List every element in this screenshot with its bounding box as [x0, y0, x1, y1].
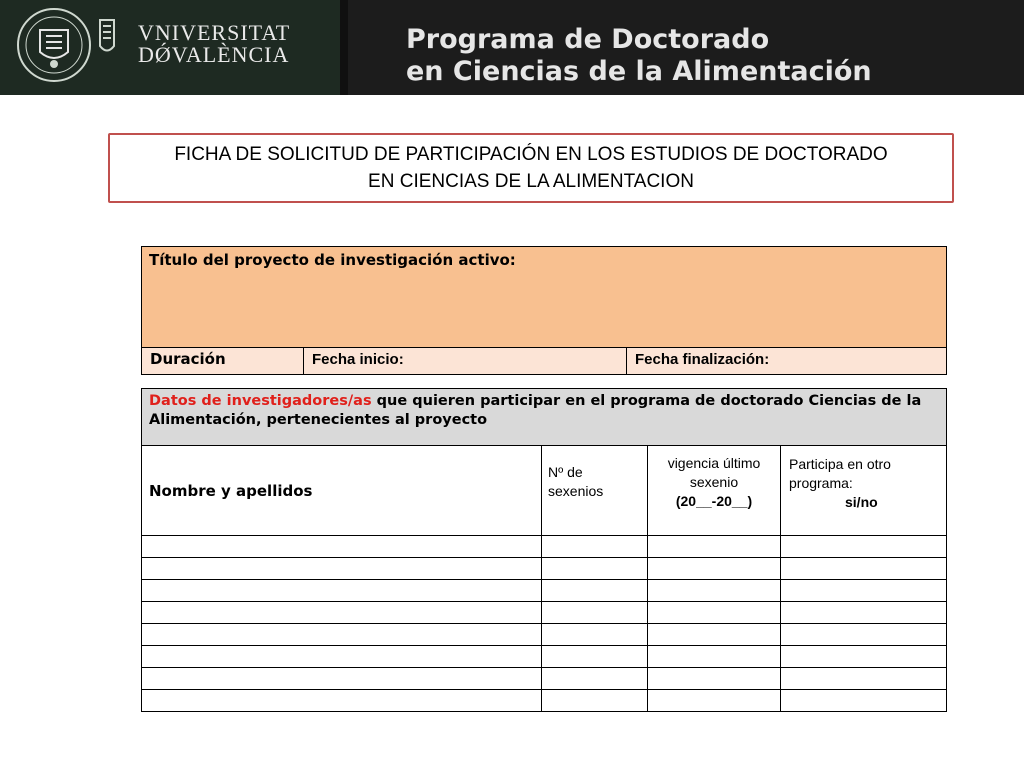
name-cell[interactable] [142, 646, 542, 668]
sexenios-cell[interactable] [542, 690, 648, 712]
university-name-line2: DǾVALÈNCIA [138, 42, 290, 67]
participa-cell[interactable] [781, 668, 947, 690]
table-row [142, 690, 947, 712]
start-date-label: Fecha inicio: [312, 351, 404, 368]
name-cell[interactable] [142, 624, 542, 646]
header-divider [340, 0, 348, 95]
sexenios-cell[interactable] [542, 558, 648, 580]
researchers-table [141, 388, 947, 712]
vigencia-cell[interactable] [648, 690, 781, 712]
sexenios-cell[interactable] [542, 580, 648, 602]
participa-cell[interactable] [781, 558, 947, 580]
sexenios-cell[interactable] [542, 536, 648, 558]
participa-cell[interactable] [781, 624, 947, 646]
vigencia-cell[interactable] [648, 536, 781, 558]
table-row [142, 580, 947, 602]
name-cell[interactable] [142, 558, 542, 580]
vigencia-cell[interactable] [648, 602, 781, 624]
table-row [142, 668, 947, 690]
header-banner [0, 0, 1024, 95]
start-date-field[interactable] [304, 348, 627, 375]
project-title-field[interactable] [142, 247, 947, 348]
vigencia-cell[interactable] [648, 646, 781, 668]
researchers-header-highlight: Datos de investigadores/as [149, 393, 372, 409]
participa-cell[interactable] [781, 580, 947, 602]
table-row [142, 646, 947, 668]
sexenios-cell[interactable] [542, 668, 648, 690]
table-row [142, 624, 947, 646]
col-header-vigencia [648, 446, 781, 536]
sexenios-cell[interactable] [542, 624, 648, 646]
university-name [138, 22, 290, 66]
end-date-field[interactable] [627, 348, 947, 375]
col-header-name: Nombre y apellidos [142, 446, 542, 536]
col-header-sexenios: Nº de sexenios [542, 446, 648, 536]
col-participa-line3: si/no [845, 494, 878, 510]
name-cell[interactable] [142, 690, 542, 712]
end-date-label: Fecha finalización: [635, 351, 770, 368]
project-table [141, 246, 947, 375]
project-title-label: Título del proyecto de investigación activo: [149, 251, 516, 269]
col-participa-line1: Participa en otro [789, 456, 891, 472]
form-title-line2: EN CIENCIAS DE LA ALIMENTACION [368, 171, 694, 192]
table-row [142, 558, 947, 580]
program-title [406, 24, 872, 88]
program-title-line1: Programa de Doctorado [406, 24, 770, 55]
vigencia-cell[interactable] [648, 580, 781, 602]
vigencia-cell[interactable] [648, 624, 781, 646]
name-cell[interactable] [142, 668, 542, 690]
name-cell[interactable] [142, 580, 542, 602]
duration-label: Duración [142, 348, 304, 375]
table-row [142, 602, 947, 624]
vigencia-cell[interactable] [648, 558, 781, 580]
col-vigencia-line3: (20__-20__) [675, 493, 753, 509]
name-cell[interactable] [142, 536, 542, 558]
sexenios-cell[interactable] [542, 602, 648, 624]
participa-cell[interactable] [781, 536, 947, 558]
form-title-box [108, 133, 954, 203]
university-name-line1: VNIVERSITAT [138, 20, 291, 45]
col-header-participa [781, 446, 947, 536]
form-title-line1: FICHA DE SOLICITUD DE PARTICIPACIÓN EN LOS ESTUDIOS DE DOCTORADO [174, 144, 888, 165]
university-seal-icon [12, 6, 124, 84]
participa-cell[interactable] [781, 602, 947, 624]
sexenios-cell[interactable] [542, 646, 648, 668]
university-logo-block [0, 0, 340, 95]
vigencia-cell[interactable] [648, 668, 781, 690]
participa-cell[interactable] [781, 690, 947, 712]
table-row [142, 536, 947, 558]
col-participa-line2: programa: [789, 475, 853, 491]
researchers-table-header [142, 389, 947, 446]
col-vigencia-line2: sexenio [689, 474, 739, 490]
researchers-header-text: que quieren participar en el programa de doctorado Ciencias de la Alimentación, pertenecientes al proyecto [149, 393, 922, 428]
name-cell[interactable] [142, 602, 542, 624]
col-vigencia-line1: vigencia último [667, 455, 761, 471]
program-title-line2: en Ciencias de la Alimentación [406, 56, 872, 87]
program-title-block [348, 0, 1024, 95]
participa-cell[interactable] [781, 646, 947, 668]
